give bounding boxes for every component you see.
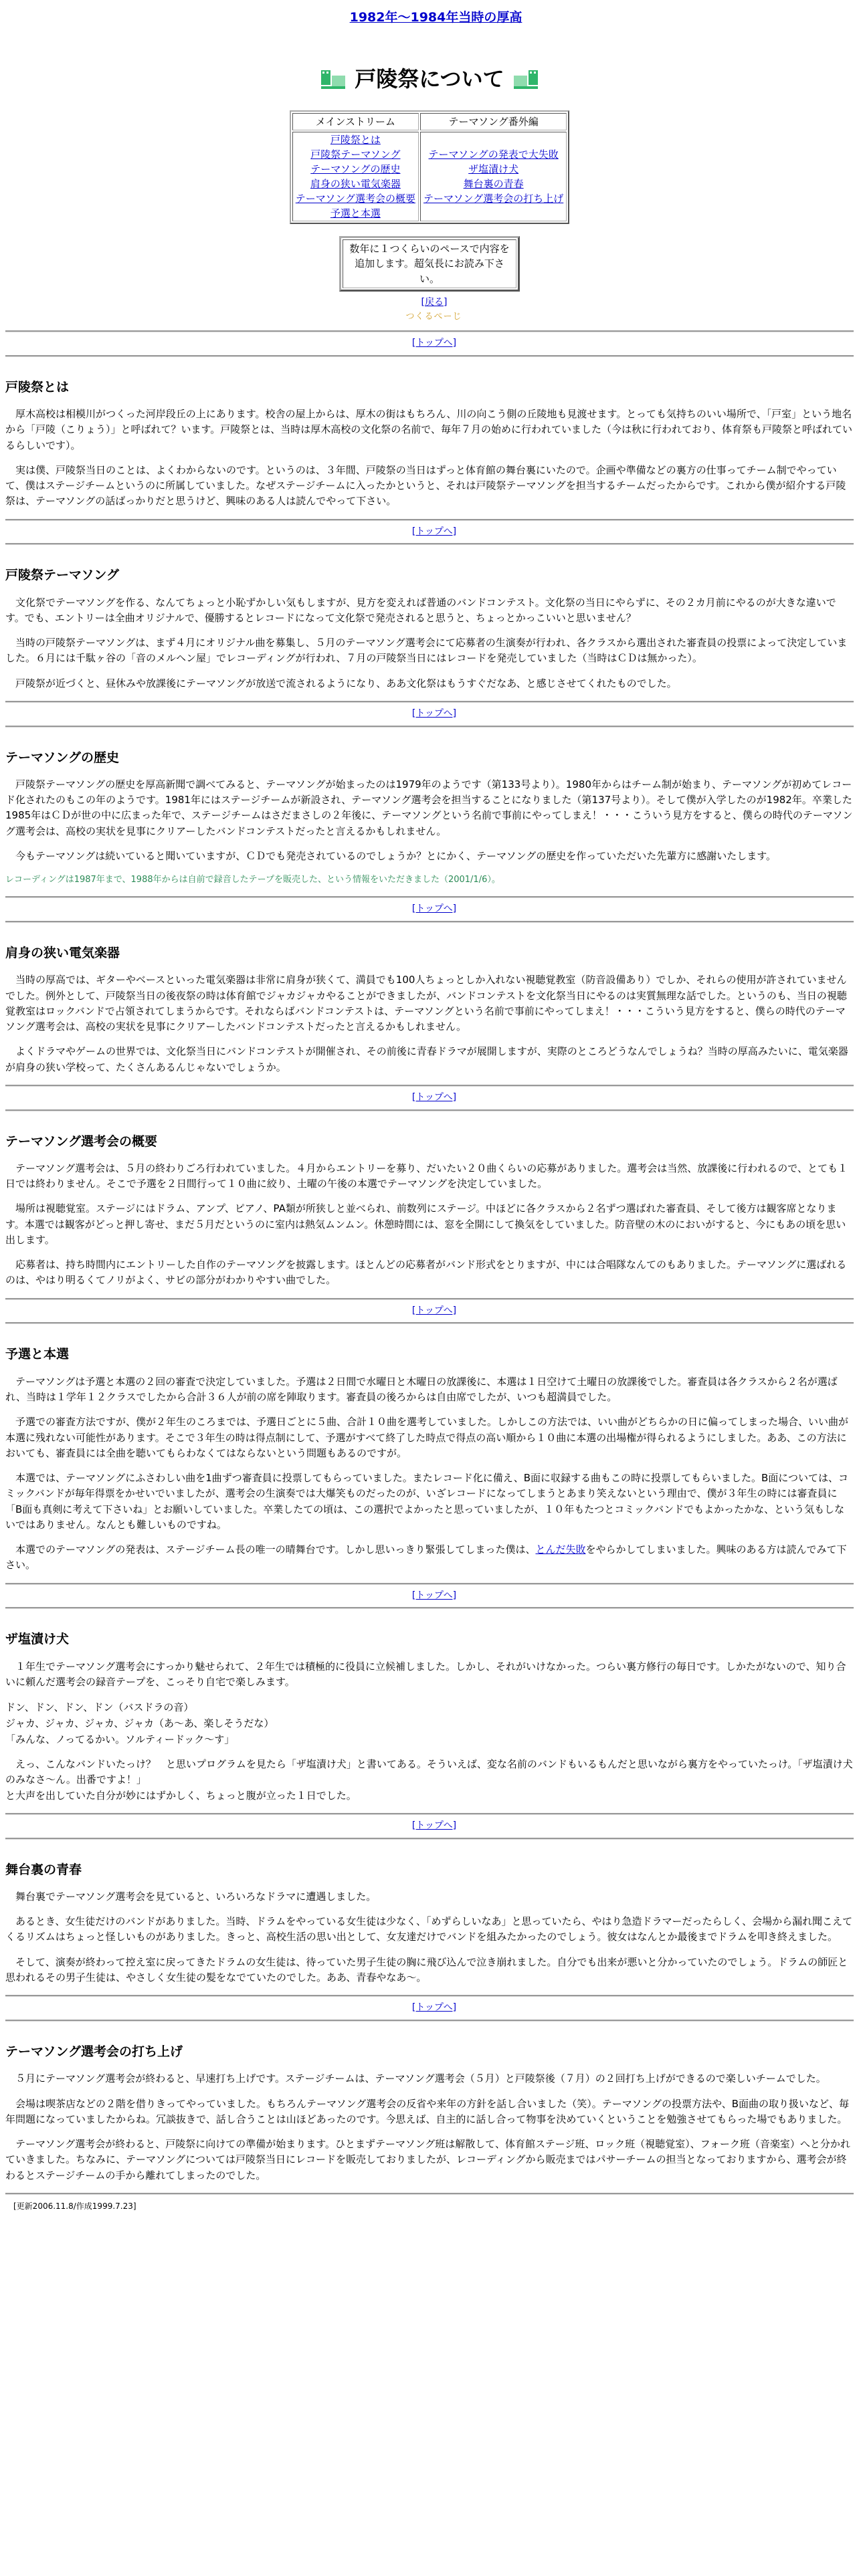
back-link-wrap [5,296,854,310]
paragraph: 戸陵祭テーマソングの歴史を厚高新聞で調べてみると、テーマソングが始まったのは1979年のようです（第133号より）。1980年からはチーム制が始まり、テーマソングが初めてレコード化されたのもこの年のようです。1981年にはステージチームが新設され、テーマソング選考会を担当することになりました（第137号より）。そして僕が入学したのが1982年。卒業した1985年はＣＤが世の中に広まった年で、ステージチームはさだまさしの２年後に、テーマソングという名前で事前にやってしまえ！・・・こういう見方をすると、僕らの時代のテーマソング選考会は、高校の実状を見事にクリアーしたバンドコンテストだったと言えるかもしれません。 [5,778,853,837]
divider [5,1298,854,1300]
top-era-link-wrap [5,5,854,27]
paragraph: 今もテーマソングは続いていると聞いていますが、ＣＤでも発売されているのでしょうか？とにかく、テーマソングの歴史を作っていただいた先輩方に感謝いたします。 [15,849,777,862]
to-top-wrap [5,1091,854,1105]
to-top-link[interactable]: [トップへ] [411,526,457,537]
menu-header-extra: テーマソング番外編 [420,113,567,130]
divider [5,1322,854,1324]
menu-link-electric[interactable]: 肩身の狭い電気楽器 [310,177,401,190]
to-top-wrap [5,1589,854,1604]
lyric-block [5,1699,854,1747]
divider [5,519,854,521]
section-title-salted-dog: ザ塩漬け犬 [5,1632,70,1647]
divider [5,1607,854,1609]
counter-logo: つくるぺーじ [405,311,462,322]
paragraph: テーマソング選考会が終わると、戸陵祭に向けての準備が始まります。ひとまずテーマソング班は解散して、体育館ステージ班、ロック班（視聴覚室）、フォーク班（音楽室）へと分かれていきました。ちなみに、テーマソングについては戸陵祭当日にレコードを販売しておりましたが、レコーディングから販売まではパサーチームの担当となっておりますから、選考会が終わるとステージチームの手から離れてしまったのでした。 [5,2138,850,2181]
menu-header-mainstream: メインストリーム [292,113,419,130]
notice-box [339,236,520,292]
era-link[interactable]: 1982年〜1984年当時の厚高 [349,10,522,25]
section-title-backstage: 舞台裏の青春 [5,1862,82,1877]
failure-story-link[interactable]: とんだ失敗 [535,1543,586,1556]
text: 本選でのテーマソングの発表は、ステージチーム長の唯一の晴舞台です。しかし思いっきり緊張してしまった僕は、 [15,1543,536,1556]
school-mascot-icon [511,66,541,93]
menu-link-prelim-final[interactable]: 予選と本選 [330,207,381,219]
section-title-history: テーマソングの歴史 [5,750,120,765]
section-title-afterparty: テーマソング選考会の打ち上げ [5,2044,183,2059]
menu-link-salted-dog[interactable]: ザ塩漬け犬 [468,163,519,175]
divider [5,2020,854,2022]
section-title-electric: 肩身の狭い電気楽器 [5,946,120,961]
to-top-wrap [5,1819,854,1834]
divider [5,701,854,703]
divider [5,330,854,332]
paragraph: よくドラマやゲームの世界では、文化祭当日にバンドコンテストが開催され、その前後に青春ドラマが展開しますが、実際のところどうなんでしょうね？当時の厚高みたいに、電気楽器が肩身の狭い学校って、たくさんあるんじゃないでしょうか。 [5,1045,848,1073]
to-top-wrap [5,2001,854,2016]
to-top-link[interactable]: [トップへ] [411,1091,457,1103]
lyric-line: ドン、ドン、ドン、ドン（バスドラの音） [5,1701,194,1714]
divider [5,921,854,923]
paragraph: えっ、こんなバンドいたっけ？ と思いプログラムを見たら「ザ塩漬け犬」と書いてある。そういえば、変な名前のバンドもいるもんだと思いながら裏方をやっていたっけ。「ザ塩漬け犬のみなさ〜ん。出番ですよ！」 [5,1758,853,1786]
to-top-wrap [5,525,854,540]
to-top-wrap [5,336,854,351]
to-top-link[interactable]: [トップへ] [411,1820,457,1831]
to-top-wrap [5,1304,854,1319]
paragraph: 厚木高校は相模川がつくった河岸段丘の上にあります。校舎の屋上からは、厚木の街はもちろん、川の向こう側の丘陵地も見渡せます。とっても気持ちのいい場所で、「戸室」という地名から「戸陵（こりょう）」と呼ばれて？います。戸陵祭とは、当時は厚木高校の文化祭の名前で、毎年７月の始めに行われていました（今は秋に行われており、体育祭も戸陵祭と呼ばれているらしいです）。 [5,408,853,451]
menu-link-history[interactable]: テーマソングの歴史 [310,163,401,175]
menu-link-about[interactable]: 戸陵祭とは [330,133,381,146]
paragraph: 実は僕、戸陵祭当日のことは、よくわからないのです。というのは、３年間、戸陵祭の当日はずっと体育館の舞台裏にいたので。企画や準備などの裏方の仕事ってチーム制でやっていて、僕はステージチームというのに所属していました。なぜステージチームに入ったかというと、それは戸陵祭テーマソングを担当するチームだったからです。これから僕が紹介する戸陵祭は、テーマソングの話ばっかりだと思うけど、興味のある人は読んでやって下さい。 [5,463,846,508]
title-row [5,62,854,96]
menu-link-backstage[interactable]: 舞台裏の青春 [463,177,524,190]
paragraph: 舞台裏でテーマソング選考会を見ていると、いろいろなドラマに遭遇しました。 [15,1890,377,1903]
paragraph: １年生でテーマソング選考会にすっかり魅せられて、２年生では積極的に役員に立候補しました。しかし、それがいけなかった。つらい裏方修行の毎日です。しかたがないので、知り合いに頼んだ選考会の録音テープを、こっそり自宅で楽しみます。 [5,1660,846,1688]
menu-col-mainstream [292,132,419,221]
to-top-link[interactable]: [トップへ] [411,1590,457,1601]
to-top-wrap [5,902,854,917]
navigation-table [290,110,570,224]
paragraph: 文化祭でテーマソングを作る、なんてちょっと小恥ずかしい気もしますが、見方を変えれば普通のバンドコンテスト。文化祭の当日にやらずに、その２カ月前にやるのが大きな違いです。でも、エントリーは全曲オリジナルで、優勝するとレコードになって文化祭で発売されると思うと、ちょっとかっこいいと思いません？ [5,596,836,624]
divider [5,1995,854,1997]
paragraph: あるとき、女生徒だけのバンドがありました。当時、ドラムをやっている女生徒は少なく、「めずらしいなあ」と思っていたら、やはり急造ドラマーだったらしく、会場から漏れ聞こえてくるリズムはちょっと怪しいものがありました。きっと、高校生活の思い出として、女友達だけでバンドを組みたかったのでしょう。彼女はなんとか最後までドラムを叩き終えました。 [5,1915,853,1943]
paragraph: 当時の戸陵祭テーマソングは、まず４月にオリジナル曲を募集し、５月のテーマソング選考会にて応募者の生演奏が行われ、各クラスから選出された審査員の投票によって決定していました。６月には千駄ヶ谷の「音のメルヘン屋」でレコーディングが行われ、７月の戸陵祭当日にはレコードを発売していました（当時はＣＤは無かった）。 [5,637,848,665]
page-title: 戸陵祭について [355,66,504,92]
paragraph: テーマソング選考会は、５月の終わりごろ行われていました。４月からエントリーを募り、だいたい２０曲くらいの応募がありました。選考会は当然、放課後に行われるので、とても１日では終わりません。そこで予選を２日間行って１０曲に絞り、土曜の午後の本選でテーマソングを決定していました。 [5,1162,848,1190]
paragraph: と大声を出していた自分が妙にはずかしく、ちょっと腹が立った１日でした。 [5,1789,357,1802]
divider [5,726,854,728]
menu-link-failure[interactable]: テーマソングの発表で大失敗 [428,148,559,160]
section-title-about: 戸陵祭とは [5,379,70,395]
menu-link-theme-song[interactable]: 戸陵祭テーマソング [310,148,401,160]
to-top-link[interactable]: [トップへ] [411,1305,457,1316]
paragraph: 応募者は、持ち時間内にエントリーした自作のテーマソングを披露します。ほとんどの応募者がバンド形式をとりますが、中には合唱隊なんてのもありました。テーマソングに選ばれるのは、やはり明るくてノリがよく、サビの部分がわかりやすい曲でした。 [5,1259,847,1287]
lyric-line: ジャカ、ジャカ、ジャカ、ジャカ（あ〜あ、楽しそうだな） [5,1717,274,1730]
paragraph: そして、演奏が終わって控え室に戻ってきたドラムの女生徒は、待っていた男子生徒の胸に飛び込んで泣き崩れました。自分でも出来が悪いと分かっていたのでしょう。ドラムの師匠と思われるその男子生徒は、やさしく女生徒の髪をなでていたのでした。ああ、青春やなあ〜。 [5,1955,848,1983]
paragraph: 戸陵祭が近づくと、昼休みや放課後にテーマソングが放送で流されるようになり、ああ文化祭はもうすぐだなあ、と感じさせてくれたものでした。 [15,677,677,689]
text: をやらかしてしまいました。興味のある方は読んでみて下さい。 [5,1543,847,1572]
divider [5,1813,854,1815]
section-title-overview: テーマソング選考会の概要 [5,1134,158,1149]
paragraph [5,1542,854,1574]
menu-link-afterparty[interactable]: テーマソング選考会の打ち上げ [423,192,564,205]
divider [5,896,854,898]
divider [5,1085,854,1087]
paragraph: 場所は視聴覚室。ステージにはドラム、アンプ、ピアノ、PA類が所狭しと並べられ、前数列にステージ。中ほどに各クラスから２名ずつ選ばれた審査員、そして後方は観客席となります。本選では観客がどっと押し寄せ、まだ５月だというのに室内は熱気ムンムン。休憩時間には、窓を全開にして換気をしていました。防音壁の木のにおいがすると、今にもあの頃を思い出します。 [5,1202,846,1246]
paragraph: テーマソングは予選と本選の２回の審査で決定していました。予選は２日間で水曜日と木曜日の放課後に、本選は１日空けて土曜日の放課後でした。審査員は各クラスから２名が選ばれ、当時は１学年１２クラスでしたから合計３６人が前の席を陣取ります。審査員の後ろからは自由席でしたが、いつも超満員でした。 [5,1375,838,1404]
divider [5,1583,854,1585]
notice-text: 数年に１つくらいのペースで内容を追加します。超気長にお読み下さい。 [343,239,516,289]
divider [5,543,854,545]
to-top-link[interactable]: [トップへ] [411,903,457,915]
menu-link-overview[interactable]: テーマソング選考会の概要 [295,192,415,205]
update-note: レコーディングは1987年まで、1988年からは自前で録音したテープを販売した、という情報をいただきました（2001/1/6）。 [5,875,500,885]
to-top-wrap [5,707,854,722]
school-mascot-icon [318,66,348,93]
paragraph: ５月にテーマソング選考会が終わると、早速打ち上げです。ステージチームは、テーマソング選考会（５月）と戸陵祭後（７月）の２回打ち上げができるので楽しいチームでした。 [15,2072,826,2085]
update-footer: [更新2006.11.8/作成1999.7.23] [13,2201,136,2211]
back-link[interactable]: [戻る] [421,297,448,308]
to-top-link[interactable]: [トップへ] [411,337,457,348]
paragraph: 本選では、テーマソングにふさわしい曲を1曲ずつ審査員に投票してもらっていました。またレコード化に備え、B面に収録する曲もこの時に投票してもらいました。B面については、コミックバンドが毎年得票をかせいでいましたが、選考会の生演奏では大爆笑ものだったのが、いざレコードになってしまうとあまり笑えないという理由で、僕が３年生の時には審査員に「B面も真剣に考えて下さいね」とお願いしていました。卒業したての頃は、この選択でよかったと思っていましたが、１０年もたつとコミックバンドでもよかったかな、という気もしないではありません。なんとも難しいものですね。 [5,1472,848,1531]
divider [5,1109,854,1111]
to-top-link[interactable]: [トップへ] [411,2002,457,2014]
to-top-link[interactable]: [トップへ] [411,708,457,719]
divider [5,2193,854,2195]
lyric-line: 「みんな、ノってるかい。ソルティードック〜す」 [5,1733,235,1746]
section-title-theme-song: 戸陵祭テーマソング [5,568,120,583]
section-title-prelim-final: 予選と本選 [5,1347,70,1362]
divider [5,1838,854,1840]
menu-col-extra [420,132,567,221]
paragraph: 会場は喫茶店などの２階を借りきってやっていました。もちろんテーマソング選考会の反省や来年の方針を話し合いました（笑）。テーマソングの投票方法や、B面曲の取り扱いなど、毎年問題になっていましたからね。冗談抜きで、話し合うことは山ほどあったのです。今思えば、自主的に話し合って物事を決めていくということを勉強させてもらった場でもありました。 [5,2097,849,2125]
paragraph: 当時の厚高では、ギターやベースといった電気楽器は非常に肩身が狭くて、満員でも100人ちょっとしか入れない視聴覚教室（防音設備あり）でしか、それらの使用が許されていませんでした。例外として、戸陵祭当日の後夜祭の時は体育館でジャカジャカやることができましたが、バンドコンテストを文化祭当日にやるのは実質無理な話でした。というのも、当日の視聴覚教室はロックバンドで占領されてしまうからです。それならばバンドコンテストは、テーマソングという名前で事前にやってしまえ！・・・こういう見方をすると、僕らの時代のテーマソング選考会は、高校の実状を見事にクリアーしたバンドコンテストだったと言えるかもしれません。 [5,974,847,1033]
divider [5,355,854,357]
paragraph: 予選での審査方法ですが、僕が２年生のころまでは、予選日ごとに５曲、合計１０曲を選考していました。しかしこの方法では、いい曲がどちらかの日に偏ってしまった場合、いい曲が本選に残れない可能性があります。そこで３年生の時は得点制にして、予選がすべて終了した時点で得点の高い順から１０曲に本選の出場権が得られるようにしました。ああ、この方法においても、審査員には全曲を聴いてもらわなくてはならないという問題もあるのですが。 [5,1416,849,1459]
